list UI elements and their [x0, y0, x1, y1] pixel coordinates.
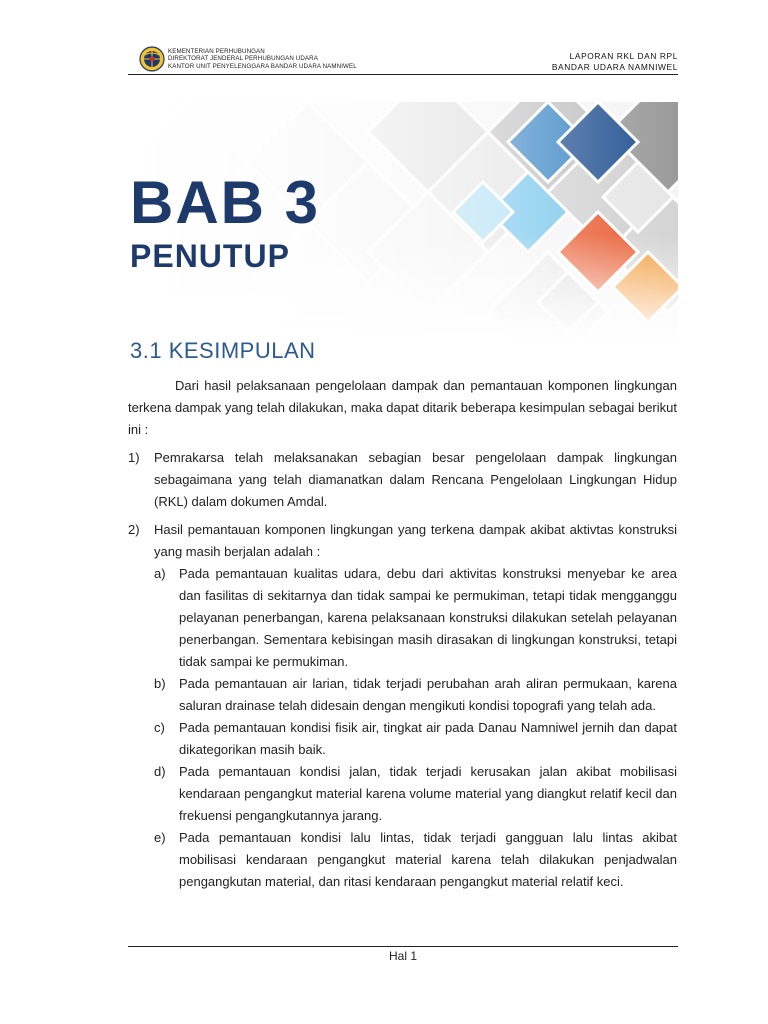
sub-item-text: Pada pemantauan kualitas udara, debu dari aktivitas konstruksi menyebar ke area dan fasilitas di sekitarnya dan tidak sampai ke permukiman, tetapi tidak mengganggu pelayanan penerbangan, karena pelaksanaan konstruksi dilakukan setelah pelayanan penerbangan. Sementara kebisingan masih dirasakan di lingkungan konstruksi, tetapi tidak sampai ke permukiman. [179, 566, 677, 669]
org-line-3: KANTOR UNIT PENYELENGGARA BANDAR UDARA NAMNIWEL [168, 62, 357, 70]
list-item-number: 1) [128, 450, 140, 465]
sub-item-letter: e) [154, 830, 166, 845]
section-heading: 3.1 KESIMPULAN [130, 338, 316, 363]
sub-item-letter: b) [154, 676, 166, 691]
list-item [128, 519, 677, 893]
list-item-text: Hasil pemantauan komponen lingkungan yang terkena dampak akibat aktivtas konstruksi yang masih berjalan adalah : [154, 522, 677, 559]
sub-item-text: Pada pemantauan air larian, tidak terjadi perubahan arah aliran permukaan, karena saluran drainase telah didesain dengan mengikuti kondisi topografi yang telah ada. [179, 676, 677, 713]
org-line-1: KEMENTERIAN PERHUBUNGAN [168, 48, 265, 55]
sub-item-text: Pada pemantauan kondisi fisik air, tingkat air pada Danau Namniwel jernih dan dapat dikategorikan masih baik. [179, 720, 677, 757]
footer-divider [128, 946, 678, 947]
org-line-2: DIREKTORAT JENDERAL PERHUBUNGAN UDARA [168, 55, 318, 63]
sub-list [154, 563, 677, 893]
list-item [128, 447, 677, 513]
header-divider [128, 74, 678, 75]
report-line-1: LAPORAN RKL DAN RPL [569, 51, 678, 61]
sub-list-item [154, 717, 677, 761]
page-number: Hal 1 [388, 949, 417, 963]
sub-list-item [154, 761, 677, 827]
sub-item-letter: d) [154, 764, 166, 779]
sub-list-item [154, 563, 677, 673]
sub-list-item [154, 673, 677, 717]
list-item-text: Pemrakarsa telah melaksanakan sebagian besar pengelolaan dampak lingkungan sebagaimana yang telah diamanatkan dalam Rencana Pengelolaan Lingkungan Hidup (RKL) dalam dokumen Amdal. [154, 450, 677, 509]
sub-item-text: Pada pemantauan kondisi jalan, tidak terjadi kerusakan jalan akibat mobilisasi kendaraan pengangkut material karena volume material yang diangkut relatif kecil dan frekuensi pengangkutannya jarang. [179, 764, 677, 823]
list-item-number: 2) [128, 522, 140, 537]
sub-list-item [154, 827, 677, 893]
sub-item-letter: c) [154, 720, 165, 735]
report-title [552, 51, 678, 73]
page-header [128, 44, 678, 74]
ministry-emblem-icon [139, 46, 165, 72]
chapter-number: BAB 3 [130, 169, 321, 236]
report-line-2: BANDAR UDARA NAMNIWEL [551, 62, 678, 72]
chapter-title: PENUTUP [130, 238, 290, 274]
sub-item-letter: a) [154, 566, 166, 581]
organization-name [168, 48, 357, 70]
intro-paragraph: Dari hasil pelaksanaan pengelolaan dampak dan pemantauan komponen lingkungan terkena dampak yang telah dilakukan, maka dapat ditarik beberapa kesimpulan sebagai berikut ini : [128, 378, 677, 437]
sub-item-text: Pada pemantauan kondisi lalu lintas, tidak terjadi gangguan lalu lintas akibat mobilisasi kendaraan pengangkut material karena telah dilakukan penjadwalan pengangkutan material, dan ritasi kendaraan pengangkut material relatif keci. [179, 830, 677, 889]
section-body [128, 375, 677, 893]
